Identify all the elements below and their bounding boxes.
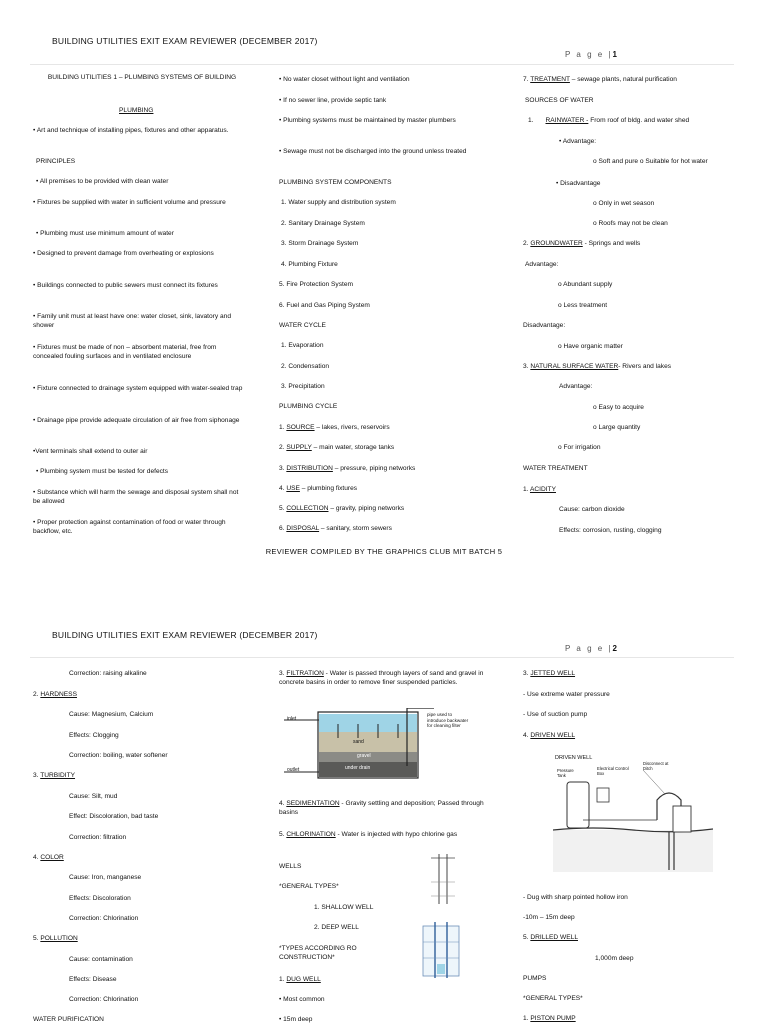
list-item: 5. Fire Protection System	[279, 281, 354, 288]
item-text: – gravity, piping networks	[328, 505, 405, 512]
header-rule	[30, 657, 734, 658]
item-number: 1.	[279, 976, 287, 983]
list-item: Cause: carbon dioxide	[559, 506, 625, 513]
list-item	[279, 465, 415, 474]
item-number: 3.	[279, 465, 287, 472]
item-number: 5.	[33, 935, 41, 942]
list-item	[279, 444, 394, 453]
list-item: 1. Evaporation	[281, 342, 324, 349]
list-item	[33, 935, 78, 944]
figure-title: DRIVEN WELL	[555, 755, 593, 761]
item-number: 1.	[523, 486, 530, 493]
list-item: Effect: Discoloration, bad taste	[69, 813, 159, 820]
figure-label: under drain	[345, 765, 371, 771]
wells-heading: WELLS	[279, 863, 302, 870]
item-term: ACIDITY	[529, 486, 556, 493]
list-item	[523, 76, 677, 85]
list-item: • Fixtures must be made of non – absorbent material, free from concealed fouling surfaces and in ventilated enclosure	[33, 344, 217, 360]
section-title: BUILDING UTILITIES 1 – PLUMBING SYSTEMS OF BUILDING	[47, 74, 237, 81]
list-item: • Most common	[279, 996, 325, 1003]
item-number: 4.	[279, 800, 287, 807]
list-item	[33, 691, 77, 700]
list-item	[523, 934, 578, 943]
item-number: 3.	[279, 670, 287, 677]
water-treatment-heading: WATER TREATMENT	[523, 465, 588, 472]
item-number: 2.	[33, 691, 41, 698]
item-term: GROUNDWATER	[530, 240, 583, 247]
list-item	[523, 670, 575, 679]
item-term: COLLECTION	[286, 505, 329, 512]
list-item: • Family unit must at least have one: water closet, sink, lavatory and shower	[33, 313, 232, 329]
list-item	[279, 976, 321, 985]
list-item: 2. Condensation	[281, 363, 330, 370]
item-number: 2.	[523, 240, 531, 247]
list-item	[279, 831, 491, 840]
list-item: o For irrigation	[558, 444, 601, 451]
list-item	[33, 772, 75, 781]
list-item: Correction: boiling, water softener	[69, 752, 168, 759]
list-item: -10m – 15m deep	[523, 914, 575, 921]
item-number: 6.	[279, 525, 287, 532]
list-item	[528, 117, 689, 126]
figure-label: Electrical Control Box	[597, 766, 629, 776]
list-item: Cause: Silt, mud	[69, 793, 118, 800]
list-item	[279, 800, 491, 817]
list-item: o Abundant supply	[558, 281, 613, 288]
item-number: 5.	[279, 831, 287, 838]
item-number: 4.	[279, 485, 287, 492]
list-item: • Designed to prevent damage from overheating or explosions	[33, 250, 214, 257]
item-term: JETTED WELL	[530, 670, 576, 677]
list-item: •Vent terminals shall extend to outer air	[33, 448, 148, 455]
list-item	[279, 485, 357, 494]
list-item: Advantage:	[559, 383, 593, 390]
item-text: - Water is passed through layers of sand and gravel in concrete basins in order to remove finer suspended particles.	[279, 670, 484, 686]
figure-label: gravel	[357, 753, 371, 759]
deep-well-image	[419, 920, 463, 980]
list-item: • Fixtures be supplied with water in sufficient volume and pressure	[33, 199, 226, 206]
list-item: Effects: Discoloration	[69, 895, 131, 902]
item-term: CHLORINATION	[286, 831, 336, 838]
list-item: - Dug with sharp pointed hollow iron	[523, 894, 628, 901]
item-number: 4.	[523, 732, 531, 739]
figure-label: outlet	[287, 767, 300, 773]
list-item: • Drainage pipe provide adequate circulation of air free from siphonage	[33, 417, 240, 424]
list-item: Correction: Chlorination	[69, 996, 139, 1003]
water-purification-heading: WATER PURIFICATION	[33, 1016, 104, 1023]
list-item: 3. Storm Drainage System	[281, 240, 359, 247]
components-heading: PLUMBING SYSTEM COMPONENTS	[279, 179, 392, 186]
item-number: 5.	[523, 934, 531, 941]
list-item	[279, 670, 491, 687]
section-subtitle: PLUMBING	[119, 107, 154, 114]
list-item	[523, 1015, 576, 1024]
sources-heading: SOURCES OF WATER	[525, 97, 594, 104]
list-item: • No water closet without light and ventilation	[279, 76, 410, 83]
page-label: P a g e |	[565, 50, 613, 59]
item-number: 4.	[33, 854, 41, 861]
list-item: Disadvantage:	[523, 322, 566, 329]
list-item: • Substance which will harm the sewage and disposal system shall not be allowed	[33, 489, 239, 505]
item-number: 2.	[279, 444, 287, 451]
item-text: – sanitary, storm sewers	[319, 525, 392, 532]
list-item: Effects: corrosion, rusting, clogging	[559, 527, 662, 534]
item-term: PISTON PUMP	[530, 1015, 576, 1022]
list-item: 2. DEEP WELL	[314, 924, 359, 931]
page1-page-indicator	[565, 50, 617, 59]
list-item: *TYPES ACCORDING RO CONSTRUCTION*	[279, 945, 357, 961]
list-item: • Advantage:	[559, 138, 597, 145]
list-item: • All premises to be provided with clean water	[36, 178, 169, 185]
page2-page-indicator	[565, 644, 617, 653]
item-text: – plumbing fixtures	[299, 485, 358, 492]
item-term: RAINWATER -	[545, 117, 589, 124]
list-item: 1. SHALLOW WELL	[314, 904, 374, 911]
list-item: 1. Water supply and distribution system	[281, 199, 396, 206]
item-text: From roof of bldg. and water shed	[588, 117, 690, 124]
item-term: POLLUTION	[40, 935, 78, 942]
item-term: SUPPLY	[286, 444, 312, 451]
item-term: NATURAL SURFACE WATER	[530, 363, 619, 370]
page1-header: BUILDING UTILITIES EXIT EXAM REVIEWER (DECEMBER 2017)	[52, 36, 318, 46]
item-term: SOURCE	[286, 424, 315, 431]
list-item: • Fixture connected to drainage system equipped with water-sealed trap	[33, 385, 243, 392]
list-item: 1,000m deep	[595, 955, 634, 962]
item-text: – main water, storage tanks	[311, 444, 395, 451]
figure-label: pipe used to introduce backwater for cleaning filter	[427, 712, 469, 728]
list-item	[523, 732, 575, 741]
principles-heading: PRINCIPLES	[36, 158, 76, 165]
shallow-well-image	[429, 852, 457, 906]
page-number: 1	[612, 50, 617, 59]
list-item	[523, 363, 671, 372]
item-term: DUG WELL	[286, 976, 321, 983]
page-label: P a g e |	[565, 644, 613, 653]
item-number: 7.	[523, 76, 531, 83]
list-item: *GENERAL TYPES*	[523, 995, 583, 1002]
figure-label: Disconnect at Ditch	[643, 761, 669, 771]
item-number: 3.	[523, 670, 531, 677]
item-term: DRILLED WELL	[530, 934, 578, 941]
item-text: – pressure, piping networks	[332, 465, 416, 472]
figure-label: sand	[353, 739, 364, 745]
list-item: • 15m deep	[279, 1016, 313, 1023]
item-text: - Water is injected with hypo chlorine gas	[335, 831, 458, 838]
list-item: - Use extreme water pressure	[523, 691, 610, 698]
list-item: • If no sewer line, provide septic tank	[279, 97, 387, 104]
list-item: o Easy to acquire	[593, 404, 644, 411]
list-item: Effects: Clogging	[69, 732, 119, 739]
list-item: 6. Fuel and Gas Piping System	[279, 302, 370, 309]
item-number: 1.	[523, 1015, 531, 1022]
item-term: USE	[286, 485, 300, 492]
item-term: DRIVEN WELL	[530, 732, 576, 739]
item-text: – lakes, rivers, reservoirs	[314, 424, 390, 431]
figure-label: inlet	[287, 716, 297, 722]
list-item: Effects: Disease	[69, 976, 117, 983]
list-item: 3. Precipitation	[281, 383, 325, 390]
list-item: o Have organic matter	[558, 343, 623, 350]
list-item: *GENERAL TYPES*	[279, 883, 339, 890]
header-rule	[30, 64, 734, 65]
list-item: o Less treatment	[558, 302, 608, 309]
list-item: o Large quantity	[593, 424, 641, 431]
list-item: o Roofs may not be clean	[593, 220, 668, 227]
page-number: 2	[612, 644, 617, 653]
item-term: DISTRIBUTION	[286, 465, 333, 472]
water-cycle-heading: WATER CYCLE	[279, 322, 326, 329]
item-term: DISPOSAL	[286, 525, 320, 532]
list-item: o Soft and pure o Suitable for hot water	[593, 158, 708, 165]
item-number: 1.	[528, 117, 534, 124]
list-item: • Buildings connected to public sewers must connect its fixtures	[33, 282, 218, 289]
list-item: • Proper protection against contamination of food or water through backflow, etc.	[33, 519, 226, 535]
figure-label: Pressure Tank	[557, 768, 574, 778]
list-item: Correction: Chlorination	[69, 915, 139, 922]
list-item: • Art and technique of installing pipes, fixtures and other apparatus.	[33, 127, 229, 134]
list-item: o Only in wet season	[593, 200, 655, 207]
list-item: 2. Sanitary Drainage System	[281, 220, 365, 227]
item-text: - Gravity settling and deposition; Passed through basins	[279, 800, 484, 816]
item-term: COLOR	[40, 854, 64, 861]
list-item: - Use of suction pump	[523, 711, 588, 718]
item-term: FILTRATION	[286, 670, 324, 677]
pumps-heading: PUMPS	[523, 975, 547, 982]
list-item: • Disadvantage	[556, 180, 601, 187]
list-item	[279, 525, 392, 534]
list-item: • Plumbing must use minimum amount of water	[36, 230, 174, 237]
list-item: Cause: contamination	[69, 956, 133, 963]
item-term: TURBIDITY	[40, 772, 76, 779]
list-item: Cause: Magnesium, Calcium	[69, 711, 154, 718]
item-text: - Rivers and lakes	[618, 363, 672, 370]
list-item: Cause: Iron, manganese	[69, 874, 142, 881]
list-item: • Plumbing systems must be maintained by master plumbers	[279, 117, 456, 124]
list-item	[523, 240, 640, 249]
item-text: - Springs and wells	[582, 240, 641, 247]
list-item: Advantage:	[525, 261, 559, 268]
item-number: 1.	[279, 424, 287, 431]
list-item	[33, 854, 64, 863]
page1-footer: REVIEWER COMPILED BY THE GRAPHICS CLUB MIT BATCH 5	[265, 547, 503, 556]
item-term: SEDIMENTATION	[286, 800, 340, 807]
list-item: • Sewage must not be discharged into the ground unless treated	[279, 148, 467, 155]
plumbing-cycle-heading: PLUMBING CYCLE	[279, 403, 338, 410]
item-text: – sewage plants, natural purification	[569, 76, 677, 83]
item-number: 3.	[33, 772, 41, 779]
list-item: Correction: filtration	[69, 834, 127, 841]
list-item: Correction: raising alkaline	[69, 670, 147, 677]
list-item	[523, 486, 556, 495]
item-number: 3.	[523, 363, 531, 370]
item-term: TREATMENT	[530, 76, 570, 83]
page2-header: BUILDING UTILITIES EXIT EXAM REVIEWER (DECEMBER 2017)	[52, 630, 318, 640]
list-item	[279, 424, 390, 433]
item-number: 5.	[279, 505, 287, 512]
list-item: • Plumbing system must be tested for defects	[36, 468, 169, 475]
list-item: 4. Plumbing Fixture	[281, 261, 338, 268]
item-term: HARDNESS	[40, 691, 77, 698]
list-item	[279, 505, 404, 514]
